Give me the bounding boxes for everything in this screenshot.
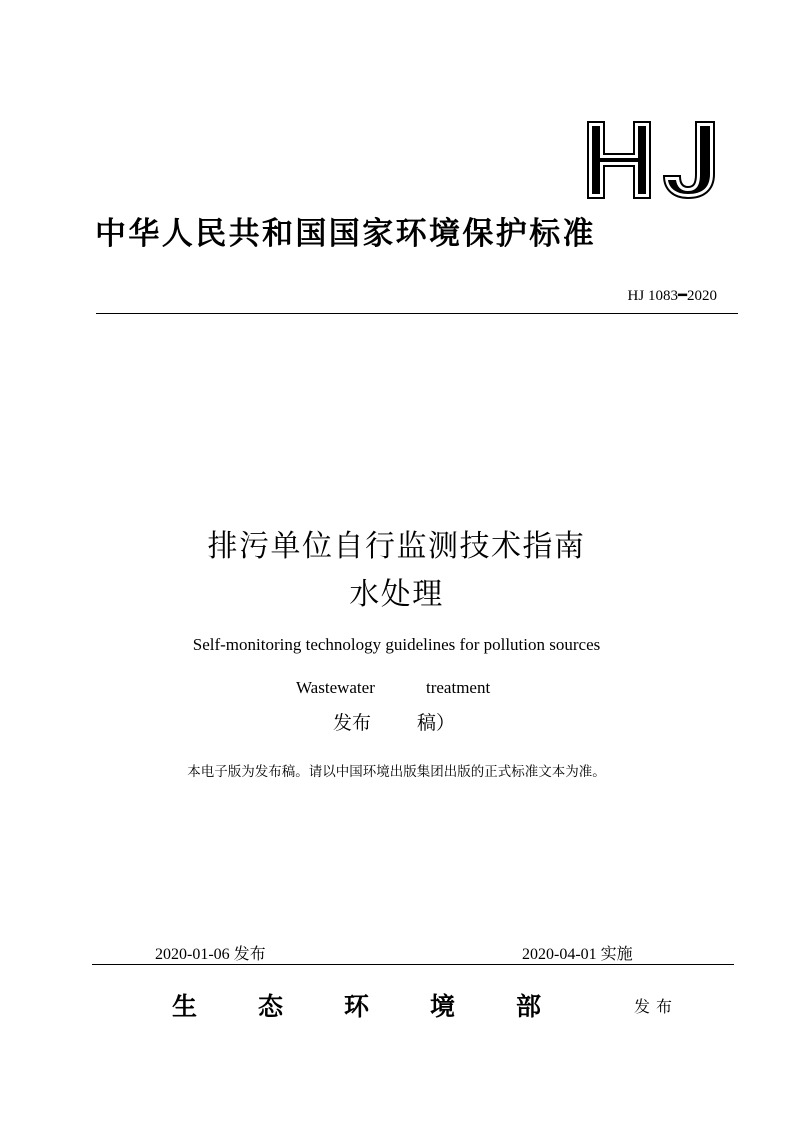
logo-letter-h — [588, 122, 650, 198]
implementation-date: 2020-04-01 实施 — [522, 946, 633, 963]
standard-category-title: 中华人民共和国国家环境保护标准 — [95, 216, 596, 252]
document-title: 排污单位自行监测技术指南 — [207, 529, 586, 564]
header-divider — [96, 313, 738, 314]
issue-date: 2020-01-06 发布 — [155, 946, 266, 963]
english-subtitle-part1: Wastewater — [296, 678, 375, 697]
english-title: Self-monitoring technology guidelines for pollution sources — [192, 635, 601, 654]
standard-number: HJ 1083━2020 — [627, 288, 717, 304]
issuing-ministry: 生态环境部 — [172, 992, 603, 1021]
logo-letter-j — [664, 122, 714, 198]
issuing-action: 发布 — [634, 997, 679, 1016]
draft-label-part2: 稿） — [417, 712, 456, 734]
electronic-version-note: 本电子版为发布稿。请以中国环境出版集团出版的正式标准文本为准。 — [187, 764, 606, 780]
english-subtitle-part2: treatment — [426, 678, 491, 697]
document-subtitle: 水处理 — [349, 577, 444, 612]
draft-label-part1: 发布 — [333, 712, 372, 734]
footer-divider — [92, 964, 734, 965]
hj-logo — [580, 118, 722, 202]
